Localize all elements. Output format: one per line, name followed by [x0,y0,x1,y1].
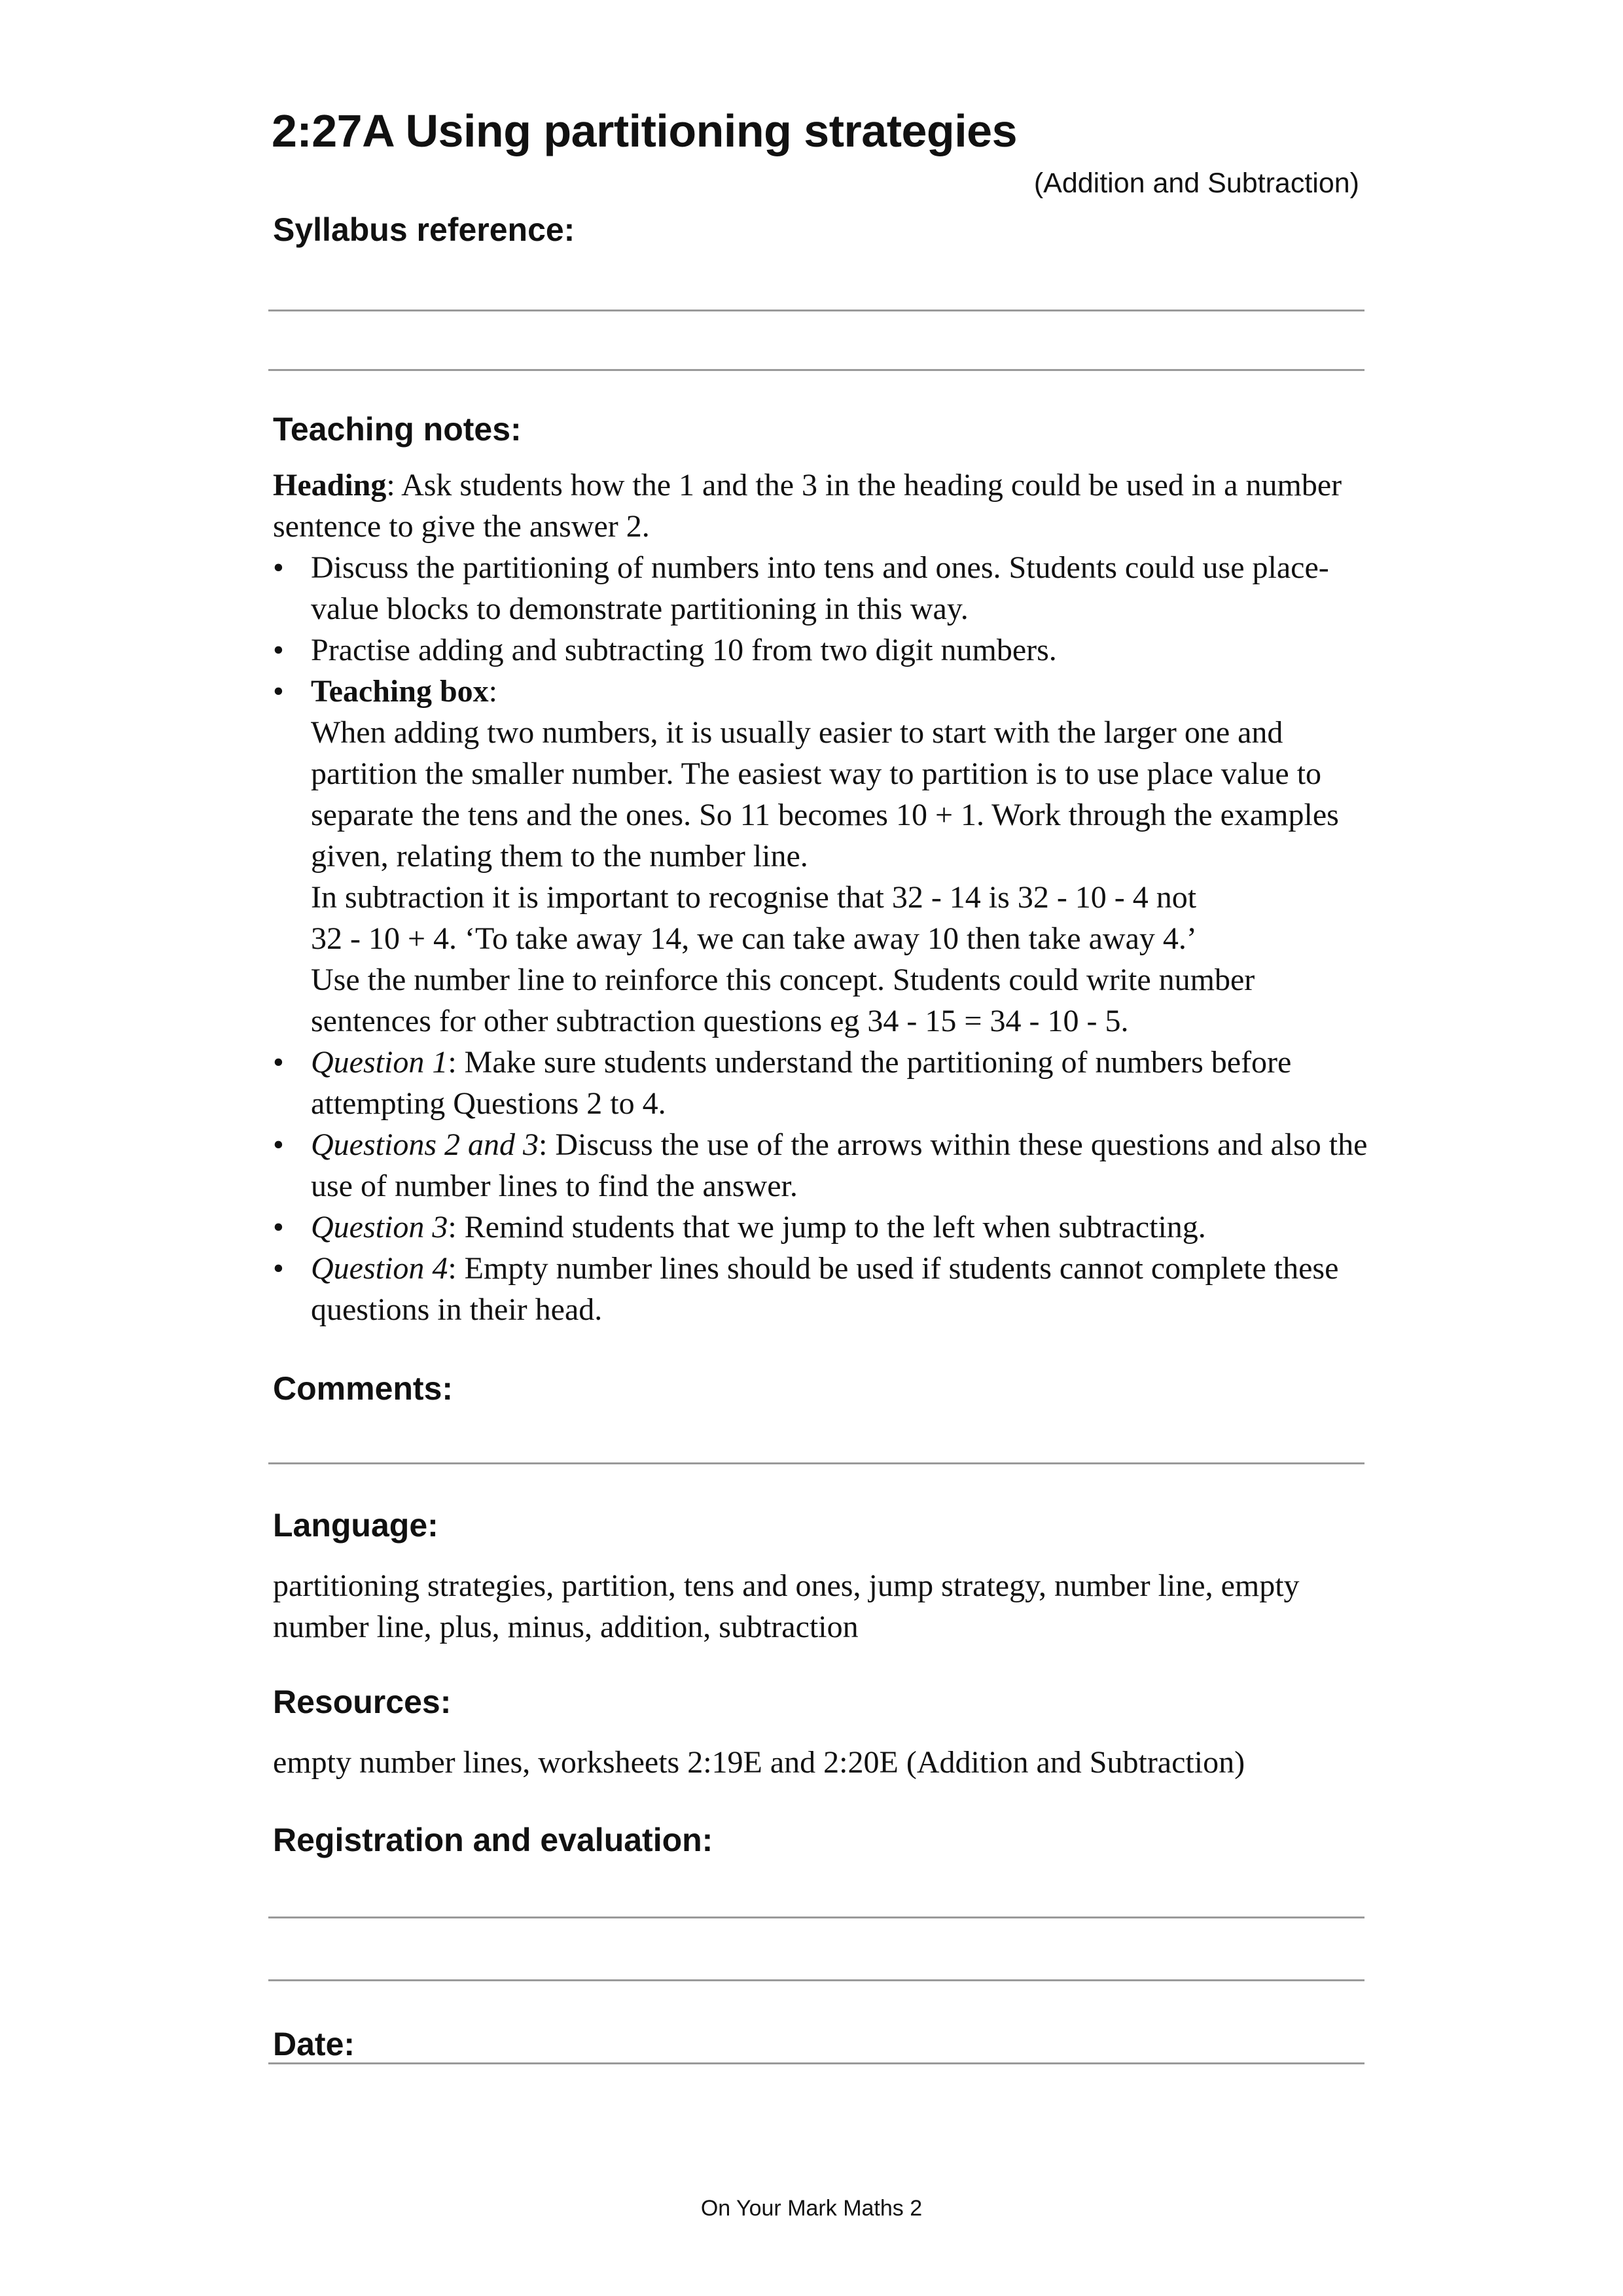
teaching-box-paragraph-2-line-1: In subtraction it is important to recognise that 32 - 14 is 32 - 10 - 4 not [311,880,1197,915]
question-1-label: Question 1 [311,1045,448,1080]
syllabus-line-2 [268,369,1364,371]
resources-text: empty number lines, worksheets 2:19E and 2:20E (Addition and Subtraction) [273,1745,1245,1780]
bullet-mark: • [273,1045,284,1080]
teaching-box-paragraph-2-line-2: 32 - 10 + 4. ‘To take away 14, we can take away 10 then take away 4.’ [311,921,1197,956]
question-1-text: : Make sure students understand the partitioning of numbers before attempting Questions 2 to 4. [311,1045,1292,1121]
syllabus-line-1 [268,309,1364,311]
list-item [273,671,1379,1042]
list-item [273,547,1379,629]
bullet-mark: • [273,1127,284,1162]
resources-heading: Resources: [273,1684,452,1720]
bullet-mark: • [273,1251,284,1286]
questions-2-3-label: Questions 2 and 3 [311,1127,539,1162]
registration-heading: Registration and evaluation: [273,1822,713,1858]
date-heading: Date: [273,2026,355,2062]
page-title: 2:27A Using partitioning strategies [272,105,1018,156]
teaching-box-paragraph-3: Use the number line to reinforce this concept. Students could write number sentences for other subtraction questions eg 34 - 15 = 34 - 10 - 5. [311,963,1255,1038]
list-item [273,1124,1379,1207]
date-line [268,2062,1364,2064]
bullet-mark: • [273,633,284,667]
teaching-box-paragraph-1: When adding two numbers, it is usually easier to start with the larger one and partition the smaller number. The easiest way to partition is to use place value to separate the tens and the ones. So 11 becomes 10 + 1. Work through the examples given, relating them to the number line. [311,715,1339,874]
notes-list [273,547,1379,1330]
notes-intro-text: : Ask students how the 1 and the 3 in the heading could be used in a number sentence to give the answer 2. [273,468,1342,544]
notes-intro [273,465,1379,547]
questions-2-3-text: : Discuss the use of the arrows within these questions and also the use of number lines to find the answer. [311,1127,1368,1203]
question-4-label: Question 4 [311,1251,448,1286]
page-footer: On Your Mark Maths 2 [700,2196,923,2221]
question-3-text: : Remind students that we jump to the left when subtracting. [448,1210,1206,1245]
list-item [273,1207,1379,1248]
bullet-mark: • [273,674,284,709]
teaching-box-label: Teaching box [311,674,489,709]
comments-heading: Comments: [273,1370,454,1407]
bullet-mark: • [273,550,284,585]
notes-intro-label: Heading [273,468,387,503]
comments-line [268,1462,1364,1464]
registration-line-1 [268,1916,1364,1918]
language-text: partitioning strategies, partition, tens and ones, jump strategy, number line, empty number line, plus, minus, addition, subtraction [273,1568,1300,1644]
bullet-mark: • [273,1210,284,1245]
language-heading: Language: [273,1507,438,1544]
teaching-notes-heading: Teaching notes: [273,411,522,448]
teaching-box-colon: : [488,674,497,709]
list-item [273,1042,1379,1124]
question-3-label: Question 3 [311,1210,448,1245]
list-item [273,629,1379,671]
list-item [273,1248,1379,1330]
teaching-notes-body [273,465,1379,1330]
bullet-text: Practise adding and subtracting 10 from two digit numbers. [311,633,1057,667]
bullet-text: Discuss the partitioning of numbers into tens and ones. Students could use place-value blocks to demonstrate partitioning in this way. [311,550,1329,626]
question-4-text: : Empty number lines should be used if students cannot complete these questions in their head. [311,1251,1339,1327]
registration-line-2 [268,1979,1364,1981]
page-subtitle: (Addition and Subtraction) [1033,168,1359,199]
syllabus-heading: Syllabus reference: [273,211,575,248]
